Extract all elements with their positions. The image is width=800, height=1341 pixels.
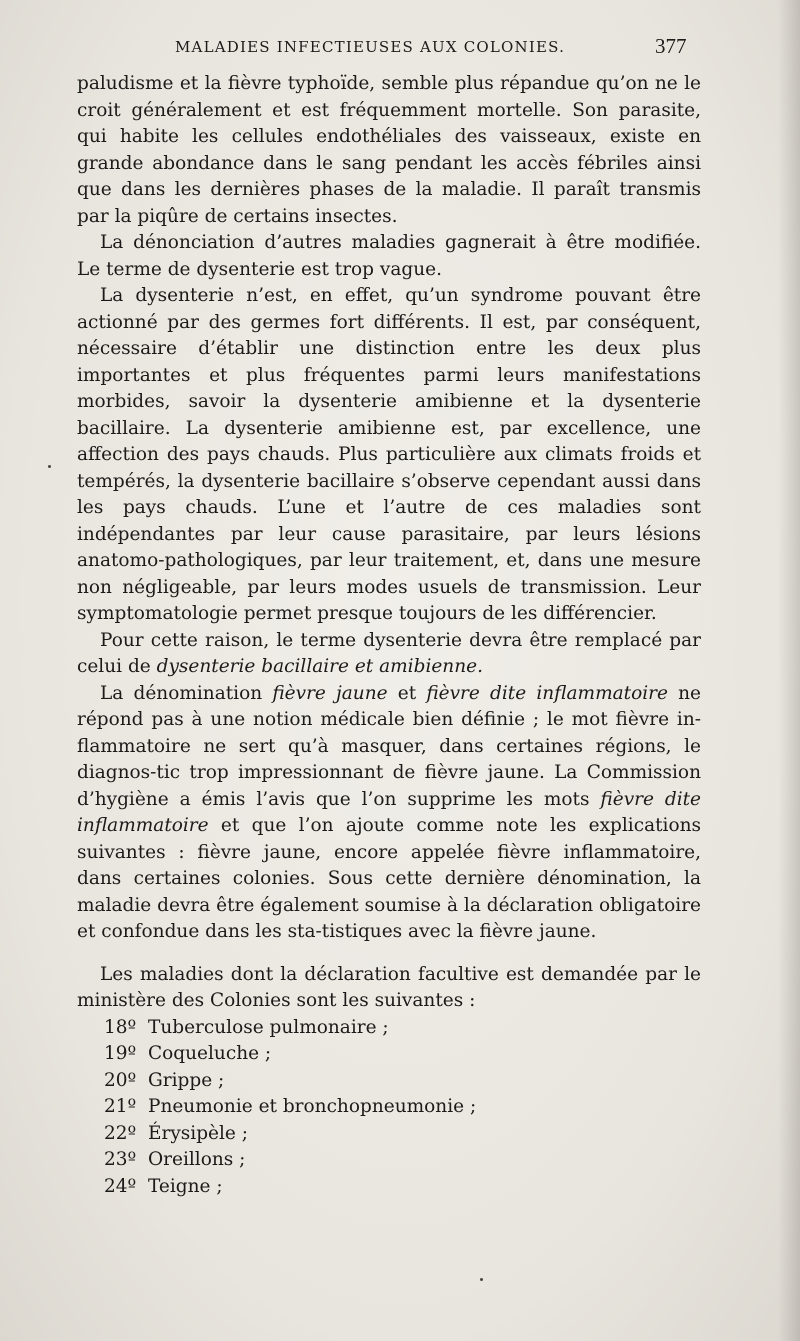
item-name: Érysipèle ; bbox=[148, 1122, 248, 1144]
item-name: Oreillons ; bbox=[148, 1149, 246, 1170]
page-edge-shadow bbox=[778, 0, 800, 1341]
print-speck bbox=[48, 465, 51, 468]
paragraph-yellow-fever bbox=[77, 681, 701, 946]
paragraph-dysentery-replacement bbox=[77, 628, 701, 681]
paragraph-optional-declaration: Les maladies dont la déclaration facultive est demandée par le ministère des Colonies sont les suivantes : bbox=[77, 963, 701, 1011]
yellow-fever-text-a: La dénomination bbox=[100, 682, 273, 704]
list-item bbox=[77, 1147, 701, 1174]
item-name: Coqueluche ; bbox=[148, 1043, 272, 1064]
replacement-text: Pour cette raison, le terme dysenterie devra être remplacé par celui de bbox=[77, 629, 701, 677]
item-number: 24º bbox=[104, 1175, 137, 1197]
page-number: 377 bbox=[655, 34, 687, 58]
page-header bbox=[0, 34, 800, 70]
item-name: Grippe ; bbox=[148, 1069, 225, 1091]
term-fievre-jaune: fièvre jaune bbox=[272, 682, 388, 704]
item-number: 20º bbox=[104, 1069, 137, 1091]
list-item bbox=[77, 1174, 701, 1201]
running-title: MALADIES INFECTIEUSES AUX COLONIES. bbox=[175, 38, 566, 56]
term-fievre-dite-inflammatoire-2: fièvre dite inflammatoire bbox=[77, 788, 701, 836]
print-speck bbox=[480, 1278, 483, 1281]
item-number: 21º bbox=[104, 1096, 137, 1117]
term-fievre-dite-inflammatoire: fièvre dite inflammatoire bbox=[426, 682, 668, 704]
replacement-term: dysenterie bacillaire et amibienne. bbox=[156, 656, 483, 677]
item-number: 18º bbox=[104, 1016, 137, 1038]
body-text bbox=[77, 71, 701, 1200]
item-name: Pneumonie et bronchopneumonie ; bbox=[148, 1096, 477, 1117]
disease-list bbox=[77, 1015, 701, 1201]
paragraph-dysentery: La dysenterie n’est, en effet, qu’un syndrome pouvant être actionné par des germes fort différents. Il est, par conséquent, nécessaire d’établir une distinction entre les deux plus importantes et plus fréquentes parmi leurs manifestations morbides, savoir la dysenterie amibienne et la dysenterie bacillaire. La dysenterie amibienne est, par excellence, une affection des pays chauds. Plus particulière aux climats froids et tempérés, la dysenterie bacillaire s’observe cependant aussi dans les pays chauds. L’une et l’autre de ces maladies sont indépendantes par leur cause parasitaire, par leurs lésions anatomo-pathologiques, par leur traitement, et, dans une mesure non négligeable, par leurs modes usuels de transmission. Leur symptomatologie permet presque toujours de les différencier. bbox=[77, 285, 701, 624]
item-number: 22º bbox=[104, 1122, 137, 1144]
list-item bbox=[77, 1068, 701, 1095]
yellow-fever-text-c: ne répond pas à une notion médicale bien définie ; le mot fièvre in-flammatoire ne sert qu’à masquer, dans certaines régions, le diagnos-tic trop impressionnant de fièvre jaune. La Commission d’hygiène a émis l’avis que l’on supprime les mots bbox=[77, 682, 701, 810]
item-number: 23º bbox=[104, 1149, 137, 1170]
paragraph-continued: paludisme et la fièvre typhoïde, semble plus répandue qu’on ne le croit généralement et est fréquemment mortelle. Son parasite, qui habite les cellules endothéliales des vaisseaux, existe en grande abondance dans le sang pendant les accès fébriles ainsi que dans les dernières phases de la maladie. Il paraît transmis par la piqûre de certains insectes. bbox=[77, 73, 701, 227]
paragraph-denunciation: La dénonciation d’autres maladies gagnerait à être modifiée. Le terme de dysenterie est trop vague. bbox=[77, 232, 701, 280]
list-item bbox=[77, 1121, 701, 1148]
list-item bbox=[77, 1015, 701, 1042]
yellow-fever-text-b: et bbox=[387, 682, 427, 704]
yellow-fever-text-d: et que l’on ajoute comme note les explications suivantes : fièvre jaune, encore appelée fièvre inflammatoire, dans certaines colonies. Sous cette dernière dénomination, la maladie devra être également soumise à la déclaration obligatoire et confondue dans les sta-tistiques avec la fièvre jaune. bbox=[77, 815, 701, 942]
item-name: Tuberculose pulmonaire ; bbox=[148, 1016, 389, 1038]
item-number: 19º bbox=[104, 1043, 137, 1064]
list-item bbox=[77, 1041, 701, 1068]
list-item bbox=[77, 1094, 701, 1121]
item-name: Teigne ; bbox=[148, 1175, 223, 1197]
